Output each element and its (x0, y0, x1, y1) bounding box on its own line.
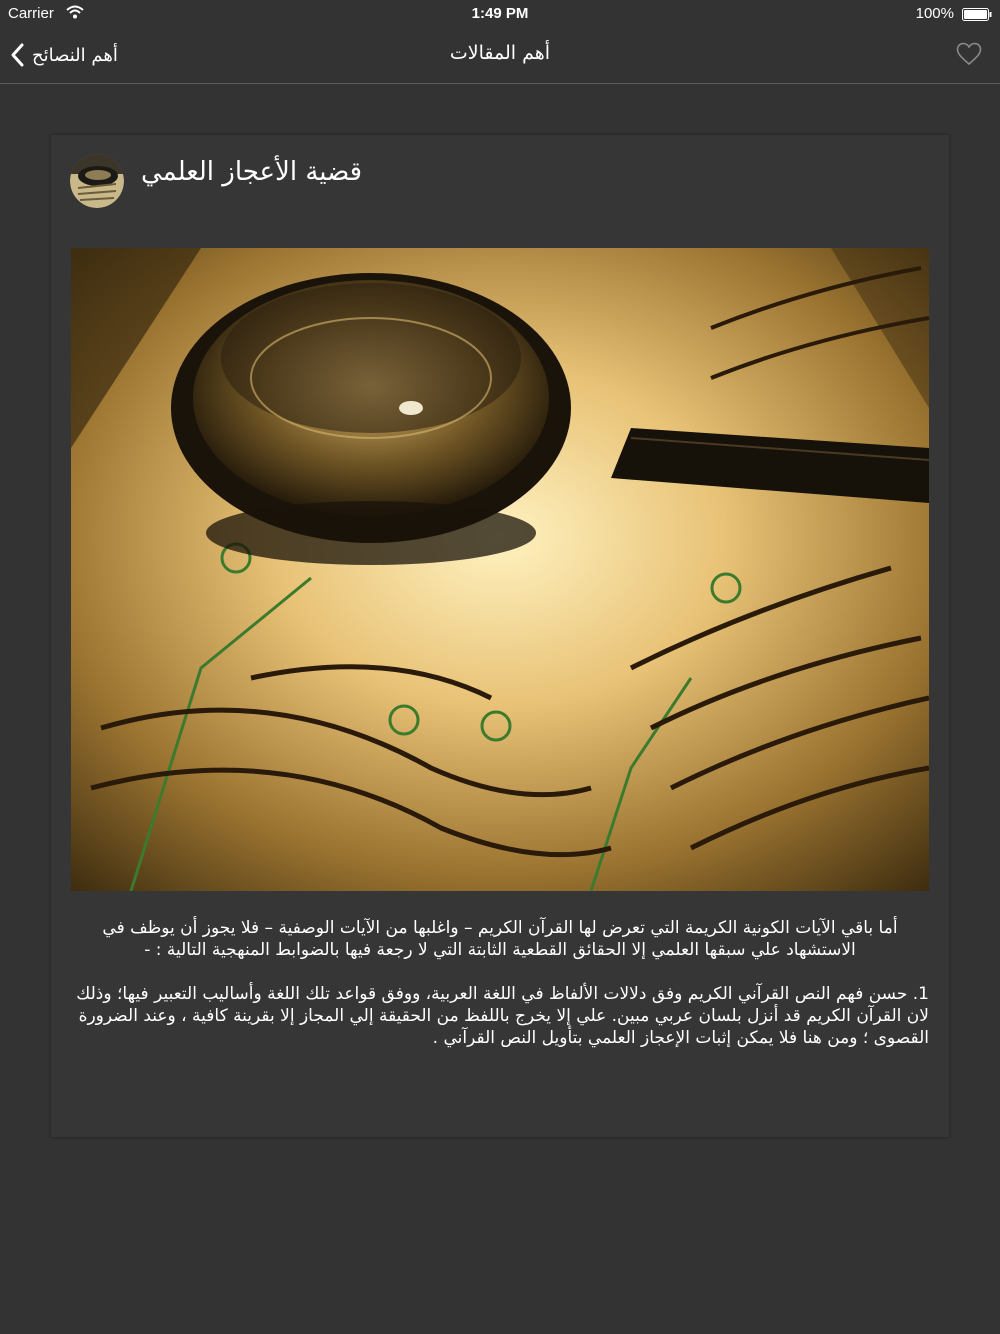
article-paragraph: 1. حسن فهم النص القرآني الكريم وفق دلالات الألفاظ في اللغة العربية، ووفق قواعد تلك اللغة وأساليب التعبير فيها؛ وذلك لان القرآن الكريم قد أنزل بلسان عربي مبين. علي إلا يخرج باللفظ من الحقيقة إلي المجاز إلا بقرينة كافية ، وعند الضرورة القصوى ؛ ومن هنا فلا يمكن إثبات الإعجاز العلمي بتأويل النص القرآني . (76, 984, 929, 1048)
article-title: قضية الأعجاز العلمي (141, 157, 363, 187)
battery-icon (962, 8, 992, 21)
article-paragraph: أما باقي الآيات الكونية الكريمة التي تعرض لها القرآن الكريم – واغلبها من الآيات الوصفية – فلا يجوز أن يوظف في الاستشهاد علي سبقها العلمي إلا الحقائق القطعية الثابتة التي لا رجعة فيها بالضوابط المنهجية التالية : - (102, 918, 898, 960)
carrier-label: Carrier (8, 5, 54, 22)
avatar (70, 154, 124, 208)
page-title: أهم المقالات (449, 42, 551, 64)
article-card (51, 135, 949, 1137)
battery-percent: 100% (915, 5, 954, 22)
heart-icon[interactable] (956, 42, 982, 66)
back-button-label: أهم النصائح (32, 44, 118, 66)
status-bar (0, 0, 1000, 28)
status-time: 1:49 PM (471, 5, 529, 22)
navigation-bar (0, 28, 1000, 84)
article-image (71, 248, 929, 891)
article-body (71, 917, 929, 1071)
